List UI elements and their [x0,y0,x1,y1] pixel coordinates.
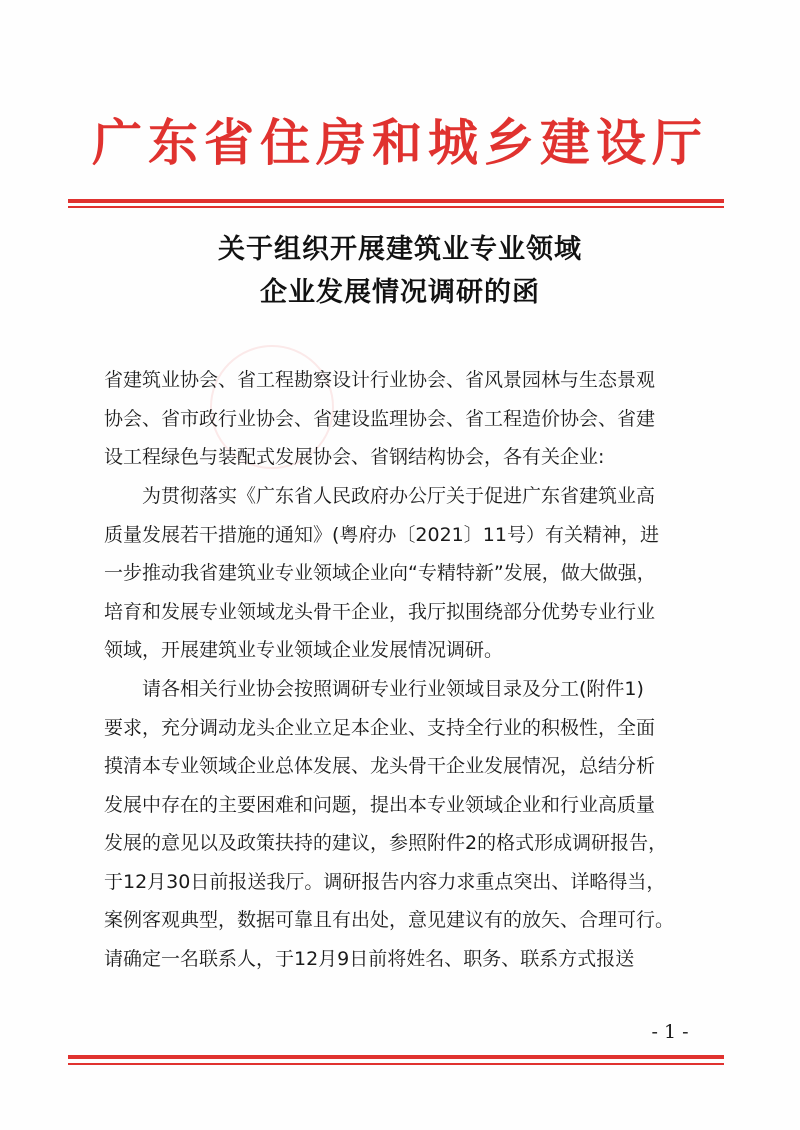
addressee-line: 设工程绿色与装配式发展协会、省钢结构协会，各有关企业: [104,446,605,468]
paragraph-line: 于12月30日前报送我厅。调研报告内容力求重点突出、详略得当， [104,870,666,893]
paragraph-line: 发展的意见以及政策扶持的建议，参照附件2的格式形成调研报告， [104,832,668,854]
document-title-line-1: 关于组织开展建筑业专业领域 [218,234,582,265]
footer-rule-thin [68,1063,724,1065]
paragraph-line: 请确定一名联系人，于12月9日前将姓名、职务、联系方式报送 [104,947,635,970]
addressee-block [104,361,704,477]
footer-rule-thick [68,1055,724,1059]
paragraph-1 [104,477,704,670]
document-title-line-2: 企业发展情况调研的函 [260,277,540,308]
paragraph-line: 摸清本专业领域企业总体发展、龙头骨干企业发展情况，总结分析 [104,755,656,777]
paragraph-line: 一步推动我省建筑业专业领域企业向“专精特新”发展，做大做强， [104,562,656,584]
paragraph-line: 为贯彻落实《广东省人民政府办公厅关于促进广东省建筑业高 [104,485,656,507]
page-number: - 1 - [651,1021,689,1043]
paragraph-2 [104,670,704,978]
paragraph-line: 质量发展若干措施的通知》(粤府办〔2021〕11号）有关精神，进 [104,523,659,546]
paragraph-line: 请各相关行业协会按照调研专业行业领域目录及分工(附件1) [104,678,644,700]
paragraph-line: 领域，开展建筑业专业领域企业发展情况调研。 [104,639,504,661]
paragraph-line: 案例客观典型，数据可靠且有出处，意见建议有的放矢、合理可行。 [104,909,675,931]
addressee-line: 协会、省市政行业协会、省建设监理协会、省工程造价协会、省建 [104,407,656,430]
paragraph-line: 要求，充分调动龙头企业立足本企业、支持全行业的积极性，全面 [104,716,656,739]
paragraph-line: 培育和发展专业领域龙头骨干企业，我厅拟围绕部分优势专业行业 [104,600,656,623]
issuing-authority-header: 广东省住房和城乡建设厅 [92,113,708,172]
addressee-line: 省建筑业协会、省工程勘察设计行业协会、省风景园林与生态景观 [104,369,656,391]
header-rule-thin [68,206,724,208]
header-rule-thick [68,199,724,203]
paragraph-line: 发展中存在的主要困难和问题，提出本专业领域企业和行业高质量 [104,793,656,816]
